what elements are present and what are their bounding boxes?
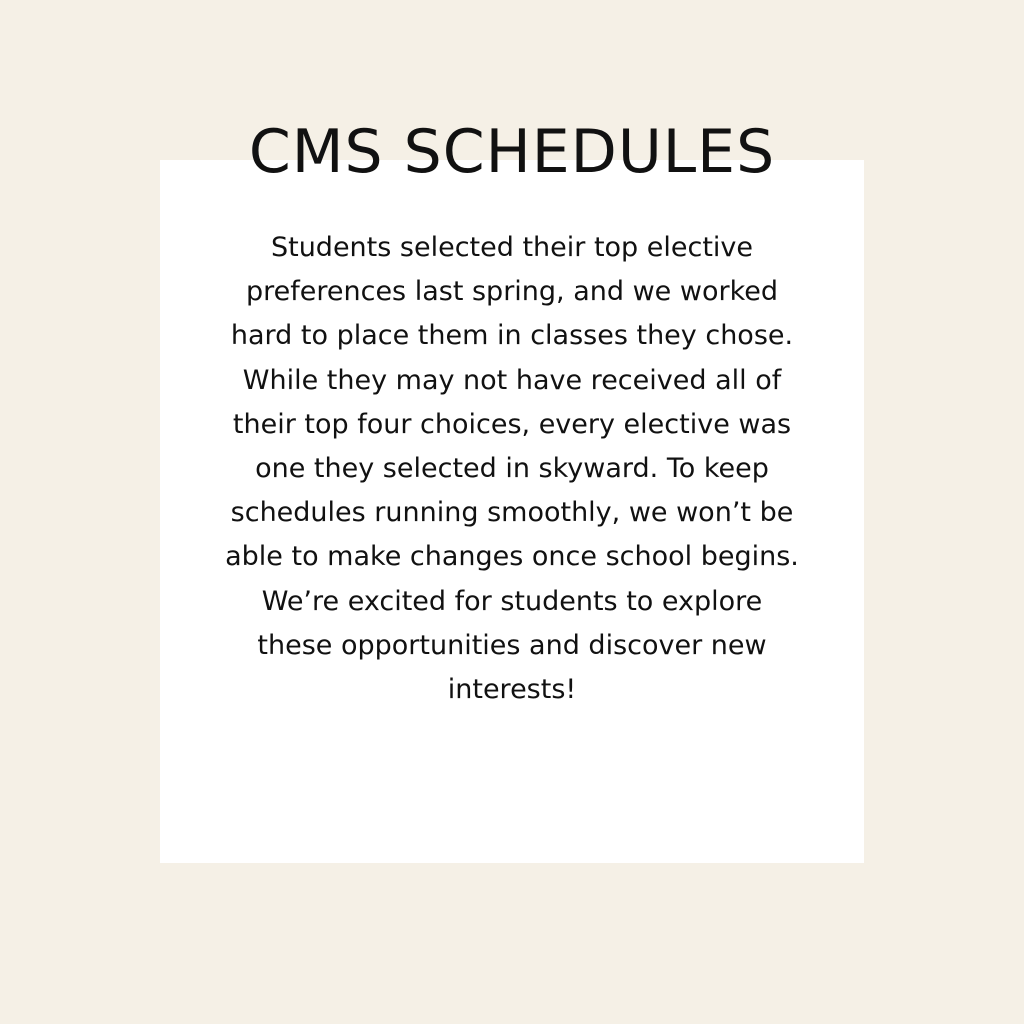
announcement-paragraph: Students selected their top elective preferences last spring, and we worked hard to place them in classes they chose. While they may not have received all of their top four choices, every elective was one they selected in skyward. To keep schedules running smoothly, we won’t be able to make changes once school begins. We’re excited for students to explore these opportunities and discover new interests! (225, 232, 799, 706)
page-title: CMS SCHEDULES (248, 117, 776, 187)
